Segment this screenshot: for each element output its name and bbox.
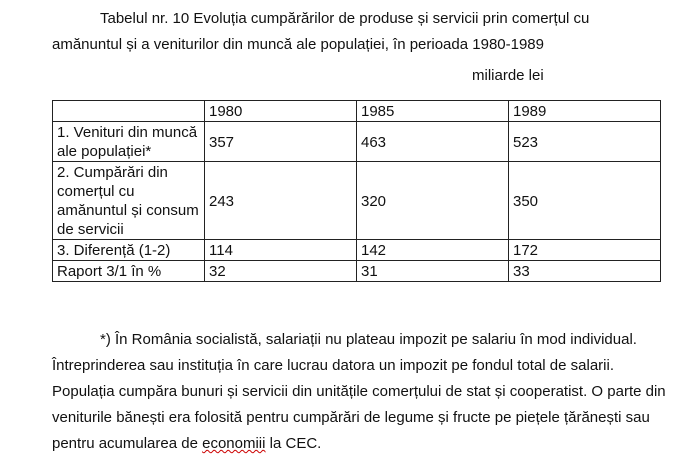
footnote-first: *) În România socialistă, salariații nu plateau impozit pe salariu în mod [100,331,567,348]
footnote-body: individual. Întreprinderea sau instituția în care lucrau datora un impozit pe fondul total de salarii. Populația cumpăra bunuri și servicii din unitățile comerțului de stat și cooperatist. O parte din veniturile bănești era folosită pentru cumpărări de legume și fructe pe piețele țărănești sau pentru acumularea de [52,331,666,452]
cell: 463 [357,122,509,162]
table-row [53,162,661,240]
caption-line-2: amănuntul și a veniturilor din muncă ale populației, în perioada 1980-1989 [52,36,544,53]
cell: 33 [509,261,661,282]
row-label: 1. Venituri din muncă ale populației* [53,122,205,162]
cell: 172 [509,240,661,261]
footnote [52,327,672,457]
table-row [53,261,661,282]
spellcheck-word[interactable]: economiii [202,435,266,452]
table-caption [52,6,672,58]
cell: 142 [357,240,509,261]
cell: 114 [205,240,357,261]
caption-line-1: Tabelul nr. 10 Evoluția cumpărărilor de produse și servicii prin comerțul cu [100,10,590,27]
cell: 523 [509,122,661,162]
cell: 357 [205,122,357,162]
row-label: 2. Cumpărări din comerțul cu amănuntul și consum de servicii [53,162,205,240]
header-row [53,101,661,122]
row-label: 3. Diferență (1-2) [53,240,205,261]
table-row [53,240,661,261]
header-cell: 1985 [357,101,509,122]
cell: 243 [205,162,357,240]
row-label: Raport 3/1 în % [53,261,205,282]
table-row [53,122,661,162]
cell: 350 [509,162,661,240]
header-cell: 1989 [509,101,661,122]
cell: 32 [205,261,357,282]
footnote-end: la CEC. [265,435,322,452]
cell: 31 [357,261,509,282]
unit-label: miliarde lei [472,67,544,84]
cell: 320 [357,162,509,240]
header-cell [53,101,205,122]
data-table [52,100,661,282]
header-cell: 1980 [205,101,357,122]
